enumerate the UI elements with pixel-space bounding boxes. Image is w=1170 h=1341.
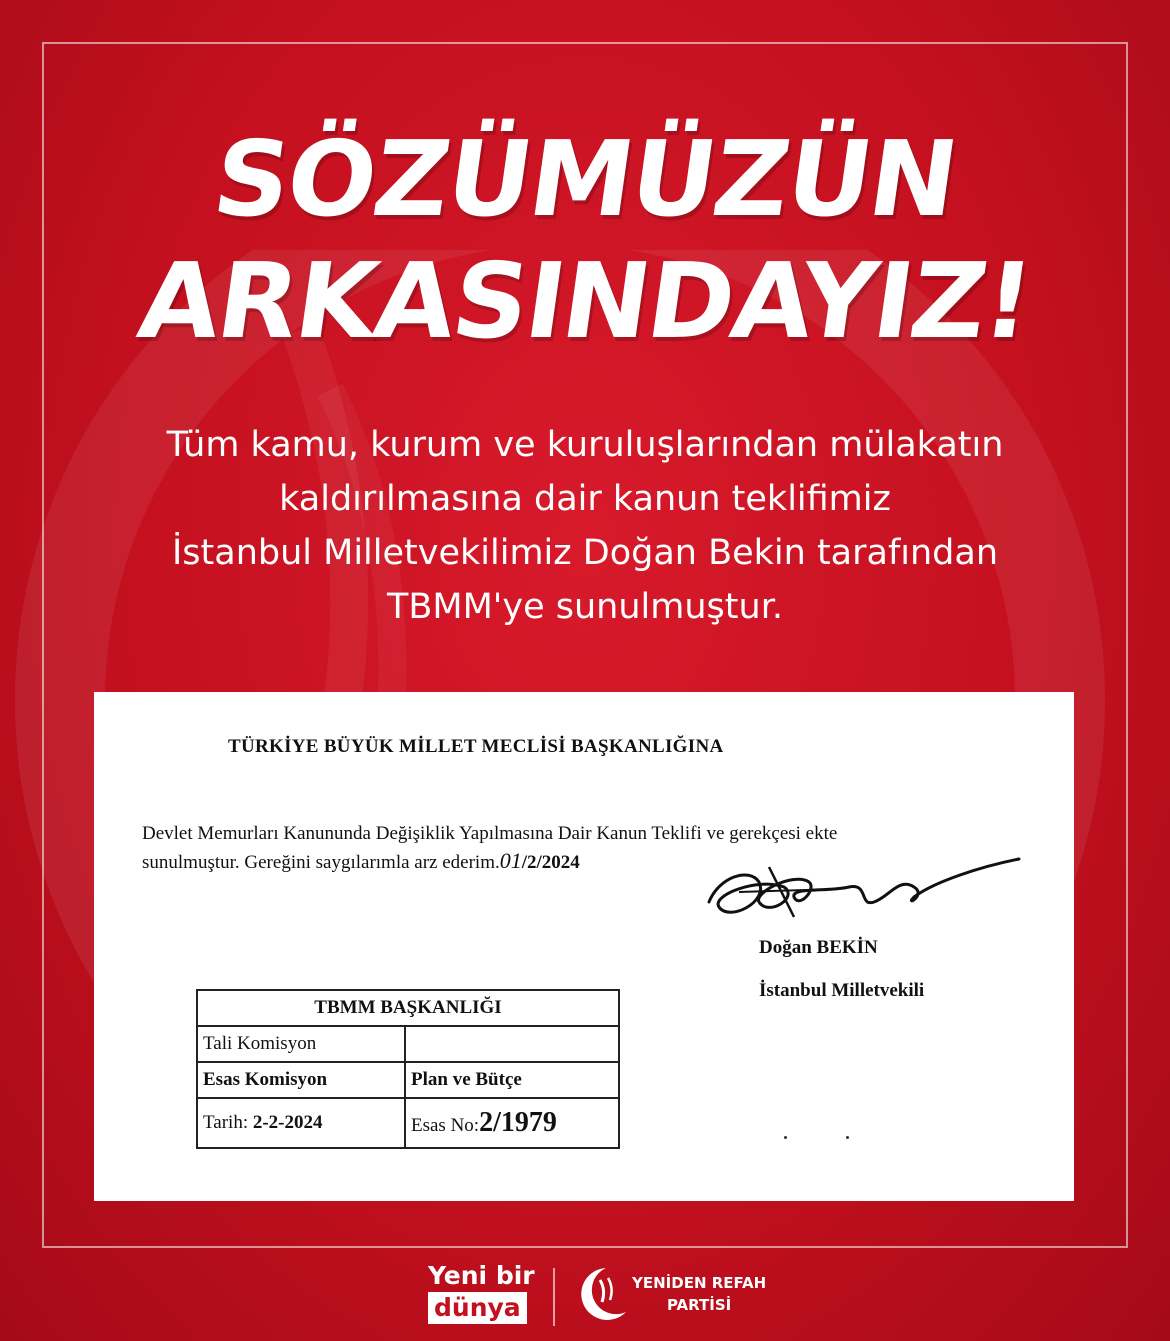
slogan-line-1: Yeni bir	[428, 1261, 535, 1290]
esas-no-label: Esas No:	[411, 1115, 480, 1136]
headline-line-1: SÖZÜMÜZÜN	[206, 118, 964, 240]
scan-speck	[846, 1136, 849, 1139]
table-row	[197, 1062, 619, 1098]
party-name-line: YENİDEN REFAH	[632, 1274, 767, 1292]
registry-cell: Plan ve Bütçe	[405, 1062, 619, 1098]
registry-header: TBMM BAŞKANLIĞI	[197, 990, 619, 1026]
subtitle-line: İstanbul Milletvekilimiz Doğan Bekin tarafından	[171, 533, 999, 573]
scan-speck	[784, 1136, 787, 1139]
headline-line-2: ARKASINDAYIZ!	[131, 240, 1039, 362]
table-row	[197, 1026, 619, 1062]
party-name-line: PARTİSİ	[666, 1296, 732, 1314]
party-name	[632, 1272, 766, 1316]
registry-date-label: Tarih:	[203, 1112, 249, 1133]
registry-cell	[197, 1098, 405, 1148]
signer-name: Doğan BEKİN	[759, 937, 878, 958]
registry-cell: Tali Komisyon	[197, 1026, 405, 1062]
subtitle	[60, 418, 1110, 634]
crescent-logo-icon	[572, 1262, 630, 1326]
document-scan	[94, 692, 1074, 1201]
document-body-text: sunulmuştur. Gereğini saygılarımla arz ederim.	[142, 852, 500, 873]
document-body-line: Devlet Memurları Kanununda Değişiklik Yapılmasına Dair Kanun Teklifi ve gerekçesi ekte	[142, 823, 838, 844]
signer-role: İstanbul Milletvekili	[759, 980, 925, 1001]
registry-date: 2-2-2024	[252, 1112, 323, 1133]
slogan-logo	[428, 1262, 535, 1324]
esas-no-value: 2/1979	[479, 1107, 557, 1138]
registry-cell: Esas Komisyon	[197, 1062, 405, 1098]
table-row	[197, 990, 619, 1026]
registry-table	[196, 989, 620, 1149]
signature-icon	[699, 847, 1029, 937]
table-row	[197, 1098, 619, 1148]
registry-cell	[405, 1098, 619, 1148]
document-title: TÜRKİYE BÜYÜK MİLLET MECLİSİ BAŞKANLIĞINA	[228, 736, 724, 757]
party-logo	[572, 1262, 792, 1326]
document-date: /2/2024	[521, 852, 580, 873]
subtitle-line: TBMM'ye sunulmuştur.	[386, 587, 783, 627]
footer-divider	[553, 1268, 555, 1326]
subtitle-line: kaldırılmasına dair kanun teklifimiz	[279, 479, 891, 519]
handwritten-day: 01	[499, 848, 522, 873]
slogan-line-2: dünya	[428, 1292, 527, 1324]
subtitle-line: Tüm kamu, kurum ve kuruluşlarından mülakatın	[166, 425, 1004, 465]
registry-cell	[405, 1026, 619, 1062]
